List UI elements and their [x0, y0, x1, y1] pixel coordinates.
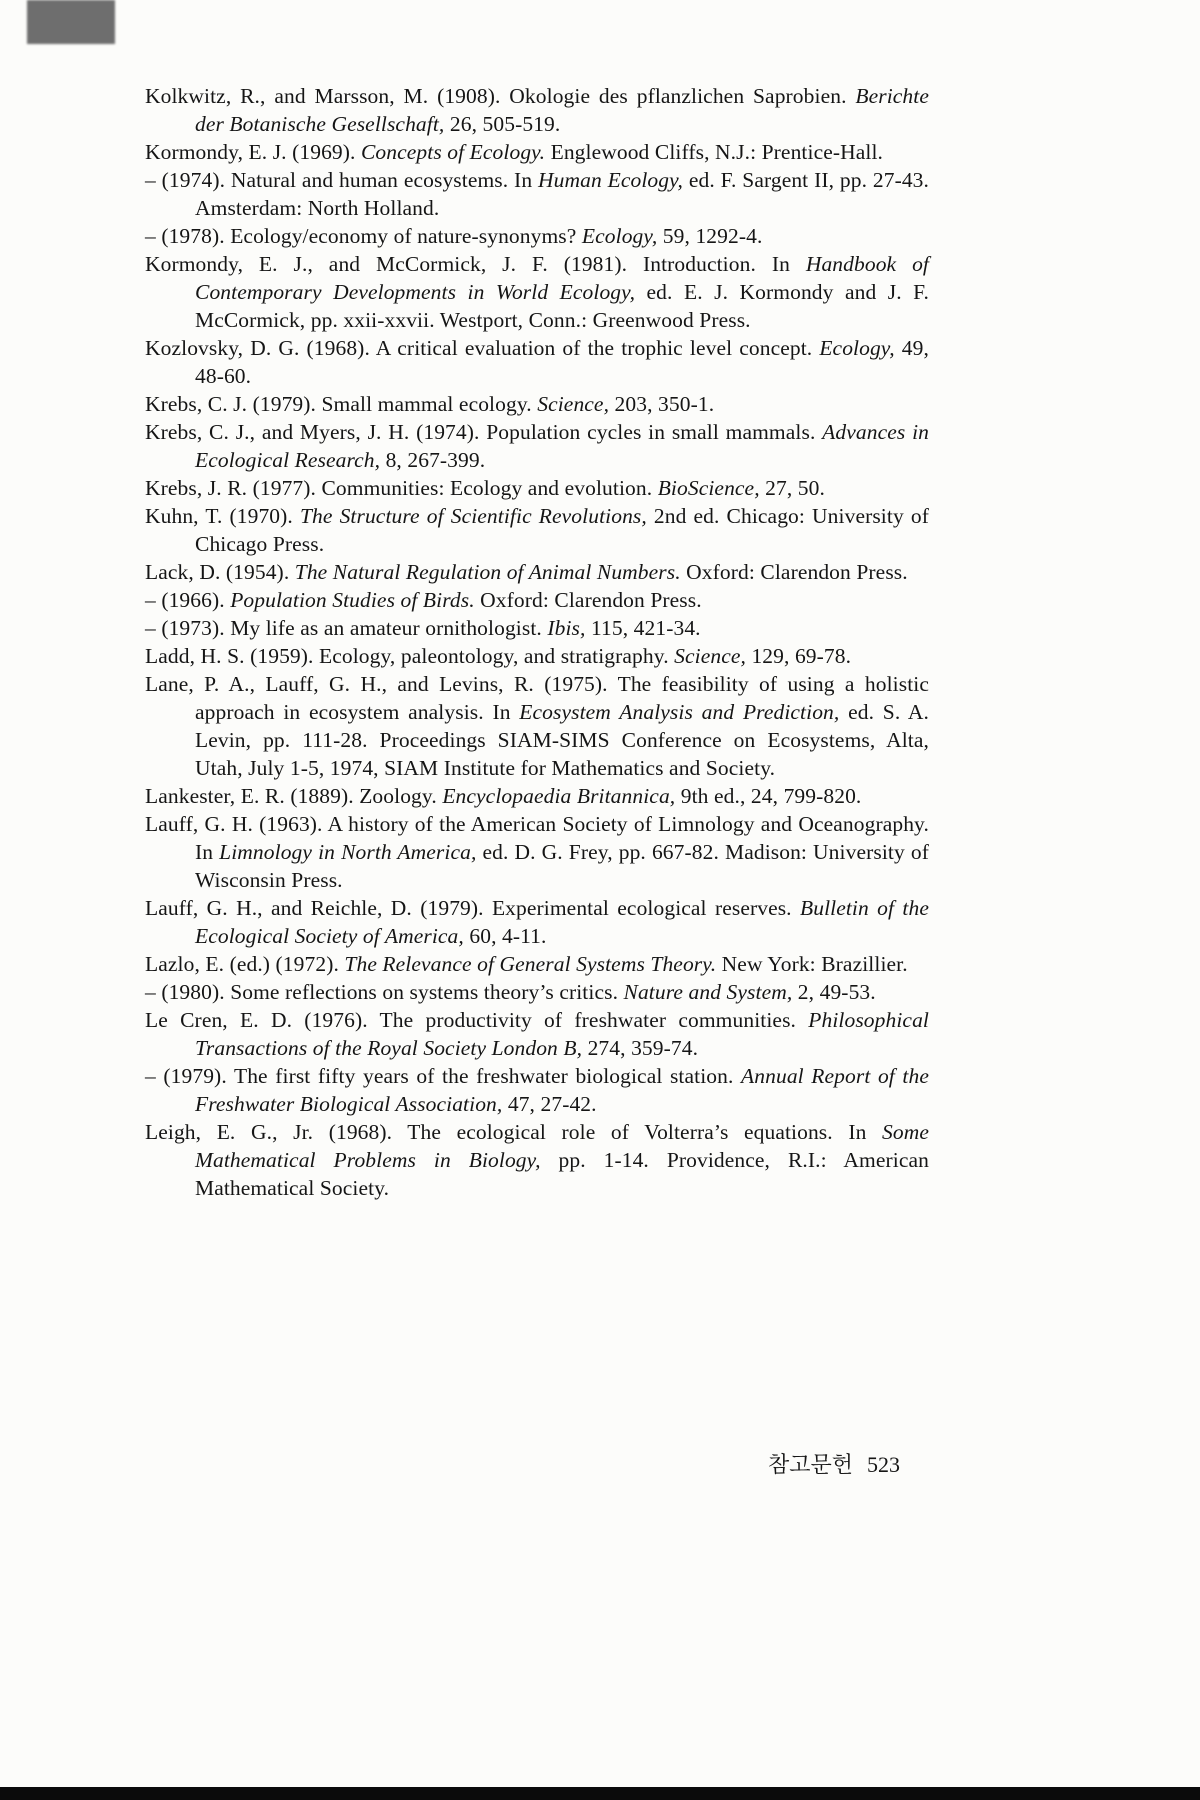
- reference-entry: [145, 586, 929, 614]
- reference-title-italic: Advances in Ecological Research,: [195, 420, 929, 472]
- reference-entry: [145, 950, 929, 978]
- reference-text: ed. S. A. Levin, pp. 111-28. Proceedings SIAM-SIMS Conference on Ecosystems, Alta, Utah, July 1-5, 1974, SIAM Institute for Mathematics and Society.: [195, 700, 929, 780]
- reference-text: Englewood Cliffs, N.J.: Prentice-Hall.: [545, 140, 884, 164]
- reference-entry: [145, 978, 929, 1006]
- reference-text: – (1978). Ecology/economy of nature-synonyms?: [145, 224, 582, 248]
- reference-text: 49, 48-60.: [195, 336, 929, 388]
- reference-text: 8, 267-399.: [380, 448, 486, 472]
- reference-text: – (1979). The first fifty years of the freshwater biological station.: [145, 1064, 742, 1088]
- reference-text: Oxford: Clarendon Press.: [680, 560, 908, 584]
- reference-text: 27, 50.: [759, 476, 825, 500]
- reference-title-italic: Annual Report of the Freshwater Biological Association,: [195, 1064, 929, 1116]
- reference-text: Lazlo, E. (ed.) (1972).: [145, 952, 345, 976]
- reference-title-italic: The Structure of Scientific Revolutions,: [299, 504, 647, 528]
- reference-title-italic: Nature and System,: [623, 980, 793, 1004]
- reference-text: ed. D. G. Frey, pp. 667-82. Madison: University of Wisconsin Press.: [195, 840, 929, 892]
- reference-text: Lane, P. A., Lauff, G. H., and Levins, R. (1975). The feasibility of using a holistic approach in ecosystem analysis. In: [145, 672, 929, 724]
- reference-text: 203, 350-1.: [609, 392, 715, 416]
- reference-title-italic: Human Ecology,: [537, 168, 684, 192]
- reference-text: 2nd ed. Chicago: University of Chicago Press.: [195, 504, 929, 556]
- scan-artifact-bottom-bar: [0, 1787, 1200, 1800]
- reference-text: 60, 4-11.: [463, 924, 547, 948]
- reference-text: Le Cren, E. D. (1976). The productivity of freshwater communities.: [145, 1008, 809, 1032]
- reference-entry: [145, 1118, 929, 1202]
- reference-entry: [145, 502, 929, 558]
- reference-text: 26, 505-519.: [444, 112, 561, 136]
- reference-text: Lankester, E. R. (1889). Zoology.: [145, 784, 443, 808]
- reference-text: 129, 69-78.: [745, 644, 852, 668]
- reference-title-italic: The Natural Regulation of Animal Numbers.: [294, 560, 681, 584]
- reference-text: Ladd, H. S. (1959). Ecology, paleontology, and stratigraphy.: [145, 644, 675, 668]
- reference-entry: [145, 782, 929, 810]
- reference-title-italic: Concepts of Ecology.: [360, 140, 546, 164]
- reference-text: Krebs, J. R. (1977). Communities: Ecology and evolution.: [145, 476, 658, 500]
- reference-title-italic: Science,: [674, 644, 746, 668]
- reference-entry: [145, 614, 929, 642]
- reference-text: Lauff, G. H., and Reichle, D. (1979). Experimental ecological reserves.: [145, 896, 800, 920]
- reference-text: 47, 27-42.: [502, 1092, 597, 1116]
- reference-text: Kozlovsky, D. G. (1968). A critical evaluation of the trophic level concept.: [145, 336, 820, 360]
- reference-entry: [145, 1062, 929, 1118]
- reference-entry: [145, 82, 929, 138]
- reference-entry: [145, 418, 929, 474]
- reference-title-italic: Berichte der Botanische Gesellschaft,: [195, 84, 929, 136]
- reference-text: Kuhn, T. (1970).: [145, 504, 300, 528]
- reference-text: Lack, D. (1954).: [145, 560, 295, 584]
- reference-text: Krebs, C. J. (1979). Small mammal ecology.: [145, 392, 538, 416]
- reference-title-italic: Bulletin of the Ecological Society of America,: [195, 896, 929, 948]
- reference-text: ed. F. Sargent II, pp. 27-43. Amsterdam: North Holland.: [195, 168, 930, 220]
- reference-title-italic: Limnology in North America,: [219, 840, 477, 864]
- reference-title-italic: Ecology,: [819, 336, 895, 360]
- reference-entry: [145, 474, 929, 502]
- reference-entry: [145, 250, 929, 334]
- reference-text: New York: Brazillier.: [716, 952, 908, 976]
- reference-title-italic: Population Studies of Birds.: [230, 588, 475, 612]
- reference-entry: [145, 558, 929, 586]
- reference-entry: [145, 642, 929, 670]
- reference-title-italic: Some Mathematical Problems in Biology,: [195, 1120, 929, 1172]
- reference-text: – (1973). My life as an amateur ornithologist.: [145, 616, 548, 640]
- page-footer: [768, 1448, 900, 1479]
- reference-entry: [145, 390, 929, 418]
- reference-text: Kolkwitz, R., and Marsson, M. (1908). Okologie des pflanzlichen Saprobien.: [145, 84, 856, 108]
- reference-entry: [145, 166, 929, 222]
- reference-text: 59, 1292-4.: [657, 224, 763, 248]
- reference-title-italic: Handbook of Contemporary Developments in World Ecology,: [195, 252, 929, 304]
- reference-title-italic: Ecosystem Analysis and Prediction,: [519, 700, 840, 724]
- reference-text: 274, 359-74.: [582, 1036, 699, 1060]
- footer-page-number: 523: [867, 1452, 901, 1477]
- reference-text: – (1974). Natural and human ecosystems. In: [145, 168, 538, 192]
- scan-artifact-top-left: [27, 0, 115, 44]
- reference-entry: [145, 334, 929, 390]
- reference-text: pp. 1-14. Providence, R.I.: American Mathematical Society.: [195, 1148, 929, 1200]
- reference-title-italic: Science,: [537, 392, 610, 416]
- reference-text: 9th ed., 24, 799-820.: [675, 784, 862, 808]
- reference-text: ed. E. J. Kormondy and J. F. McCormick, pp. xxii-xxvii. Westport, Conn.: Greenwood Press.: [195, 280, 929, 332]
- reference-text: Kormondy, E. J., and McCormick, J. F. (1981). Introduction. In: [145, 252, 806, 276]
- reference-entry: [145, 810, 929, 894]
- reference-text: – (1966).: [145, 588, 231, 612]
- references-list: [145, 82, 929, 1202]
- reference-entry: [145, 894, 929, 950]
- reference-entry: [145, 138, 929, 166]
- reference-title-italic: The Relevance of General Systems Theory.: [344, 952, 717, 976]
- footer-section-label: 참고문헌: [768, 1452, 854, 1477]
- reference-title-italic: Encyclopaedia Britannica,: [442, 784, 676, 808]
- reference-entry: [145, 1006, 929, 1062]
- reference-title-italic: Ibis,: [547, 616, 586, 640]
- reference-text: Oxford: Clarendon Press.: [474, 588, 702, 612]
- reference-text: Krebs, C. J., and Myers, J. H. (1974). Population cycles in small mammals.: [145, 420, 823, 444]
- reference-entry: [145, 222, 929, 250]
- reference-text: – (1980). Some reflections on systems theory’s critics.: [145, 980, 624, 1004]
- reference-text: Leigh, E. G., Jr. (1968). The ecological role of Volterra’s equations. In: [145, 1120, 883, 1144]
- reference-text: Kormondy, E. J. (1969).: [145, 140, 361, 164]
- reference-title-italic: Philosophical Transactions of the Royal Society London B,: [195, 1008, 929, 1060]
- reference-title-italic: BioScience,: [657, 476, 760, 500]
- reference-title-italic: Ecology,: [581, 224, 658, 248]
- reference-text: Lauff, G. H. (1963). A history of the American Society of Limnology and Oceanography. In: [145, 812, 929, 864]
- reference-text: 2, 49-53.: [792, 980, 876, 1004]
- reference-text: 115, 421-34.: [585, 616, 701, 640]
- reference-entry: [145, 670, 929, 782]
